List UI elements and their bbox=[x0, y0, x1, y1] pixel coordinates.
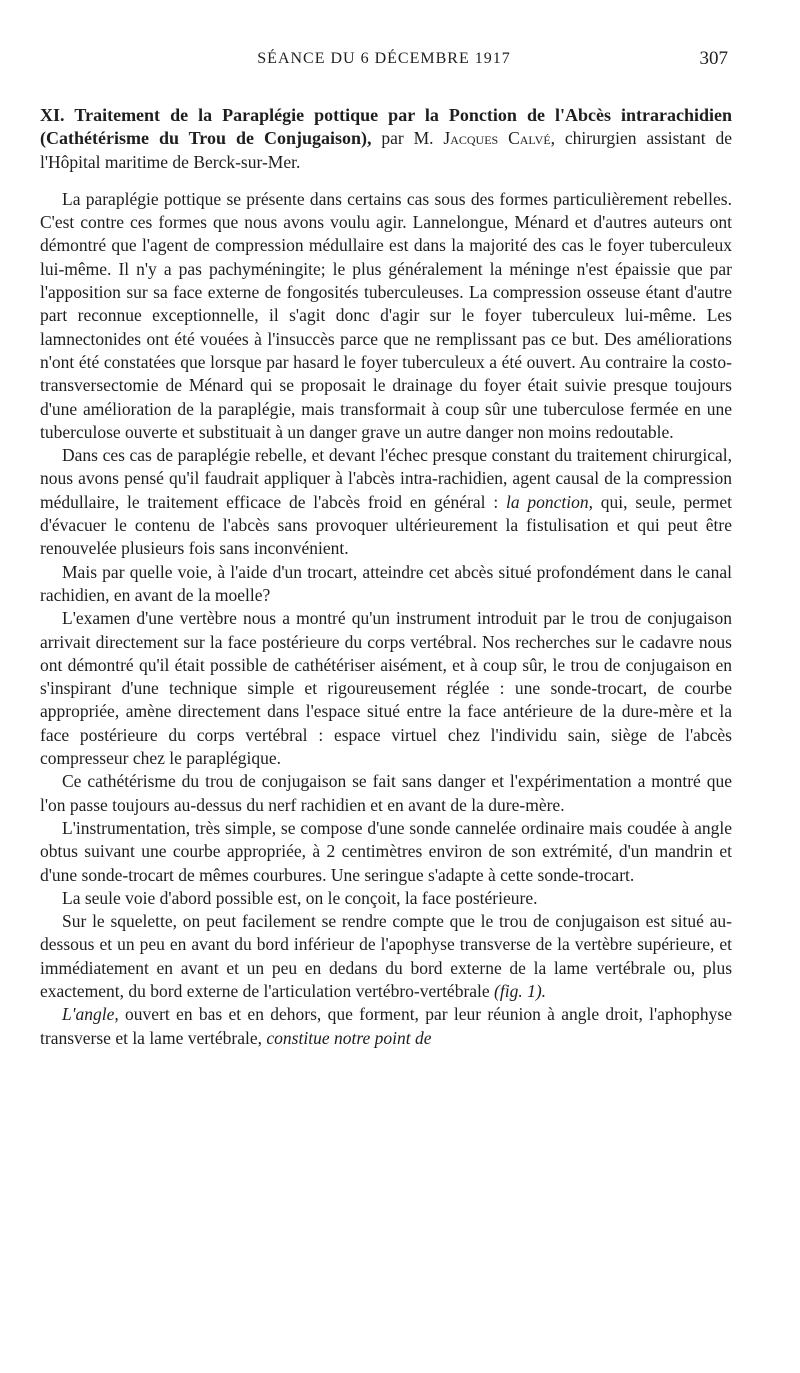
paragraph-8 bbox=[40, 910, 732, 1003]
paragraph-9 bbox=[40, 1003, 732, 1050]
paragraph-2-end: qui, seule, permet d'évacuer le contenu de l'abcès sans provoquer ultérieurement la fistulisation et qui peut être renouvelée plusieurs fois sans inconvénient. bbox=[40, 491, 733, 559]
author-prefix: M. bbox=[413, 128, 434, 149]
paragraph-2 bbox=[40, 444, 732, 560]
paragraph-1: La paraplégie pottique se présente dans certains cas sous des formes particulièrement rebelles. C'est contre ces formes que nous avons voulu agir. Lannelongue, Ménard et d'autres auteurs ont démontré que l'agent de compression médullaire est dans la majorité des cas le foyer tuberculeux lui-même. Il n'y a pas pachyméningite; le plus généralement la méninge n'est épaissie que par l'apposition sur sa face externe de fongosités tuberculeuses. La compression osseuse étant d'autre part reconnue exceptionnelle, il s'agit donc d'agir sur le foyer tuberculeux lui-même. Les lamnectonides ont été vouées à l'insuccès parce que ne remplissant pas ce but. Des améliorations n'ont été constatées que lorsque par hasard le foyer tuberculeux a été ouvert. Au contraire la costo-transversectomie de Ménard qui se proposait le drainage du foyer était suivie presque toujours d'une amélioration de la paraplégie, mais transformait à coup sûr une tuberculose fermée en une tuberculose ouverte et substituait à un danger grave un autre danger non moins redoutable. bbox=[40, 188, 732, 442]
emphasis-angle: L'angle, bbox=[62, 1004, 119, 1025]
paragraph-7: La seule voie d'abord possible est, on le conçoit, la face postérieure. bbox=[62, 887, 538, 908]
author-affiliation: chirurgien assistant de l'Hôpital maritime de Berck-sur-Mer. bbox=[40, 128, 733, 172]
article-body bbox=[40, 104, 732, 1050]
author-name: Jacques Calvé, bbox=[443, 128, 556, 149]
article-heading bbox=[40, 104, 732, 174]
paragraph-9-mid: ouvert en bas et en dehors, que forment, par leur réunion à angle droit, l'aphophyse transverse et la lame vertébrale, bbox=[40, 1004, 733, 1048]
article-title: Traitement de la Paraplégie pottique par la Ponction de l'Abcès intrarachidien (Cathétérisme du Trou de Conjugaison), bbox=[40, 105, 732, 149]
page-number: 307 bbox=[699, 48, 728, 69]
running-head: SÉANCE DU 6 DÉCEMBRE 1917 bbox=[257, 50, 511, 67]
figure-reference: (fig. 1). bbox=[494, 980, 547, 1001]
emphasis-ponction: la ponction, bbox=[505, 491, 593, 512]
paragraph-8-start: Sur le squelette, on peut facilement se rendre compte que le trou de conjugaison est situé au-dessous et un peu en avant du bord inférieur de l'apophyse transverse de la vertèbre supérieure, et immédiatement en avant et un peu en dedans du bord externe de la lame vertébrale ou, plus exactement, du bord externe de l'articulation vertébro-vertébrale bbox=[40, 911, 732, 1001]
paragraph-5: Ce cathétérisme du trou de conjugaison se fait sans danger et l'expérimentation a montré que l'on passe toujours au-dessus du nerf rachidien et en avant de la dure-mère. bbox=[40, 771, 732, 815]
paragraph-2-start: Dans ces cas de paraplégie rebelle, et devant l'échec presque constant du traitement chirurgical, nous avons pensé qu'il faudrait appliquer à l'abcès intra-rachidien, agent causal de la compression médullaire, le traitement efficace de l'abcès froid en général : bbox=[40, 445, 732, 512]
article-number: XI. bbox=[40, 105, 65, 125]
emphasis-point: constitue notre point de bbox=[266, 1027, 432, 1048]
article-by: par bbox=[381, 128, 404, 149]
paragraph-6: L'instrumentation, très simple, se compose d'une sonde cannelée ordinaire mais coudée à angle obtus suivant une courbe appropriée, à 2 centimètres environ de son extrémité, d'un mandrin et d'une sonde-trocart de mêmes courbures. Une seringue s'adapte à cette sonde-trocart. bbox=[40, 817, 732, 885]
paragraph-3: Mais par quelle voie, à l'aide d'un trocart, atteindre cet abcès situé profondément dans le canal rachidien, en avant de la moelle? bbox=[40, 561, 732, 605]
paragraph-4: L'examen d'une vertèbre nous a montré qu'un instrument introduit par le trou de conjugaison arrivait directement sur la face postérieure du corps vertébral. Nos recherches sur le cadavre nous ont démontré qu'il était possible de cathétériser aisément, et à coup sûr, le trou de conjugaison en s'inspirant d'une technique simple et rigoureusement réglée : une sonde-trocart, de courbe appropriée, amène directement dans l'espace situé entre la face antérieure de la dure-mère et la face postérieure du corps vertébral : espace virtuel chez l'individu sain, siège de l'abcès compresseur chez le paraplégique. bbox=[40, 608, 732, 769]
page-header bbox=[40, 46, 728, 76]
